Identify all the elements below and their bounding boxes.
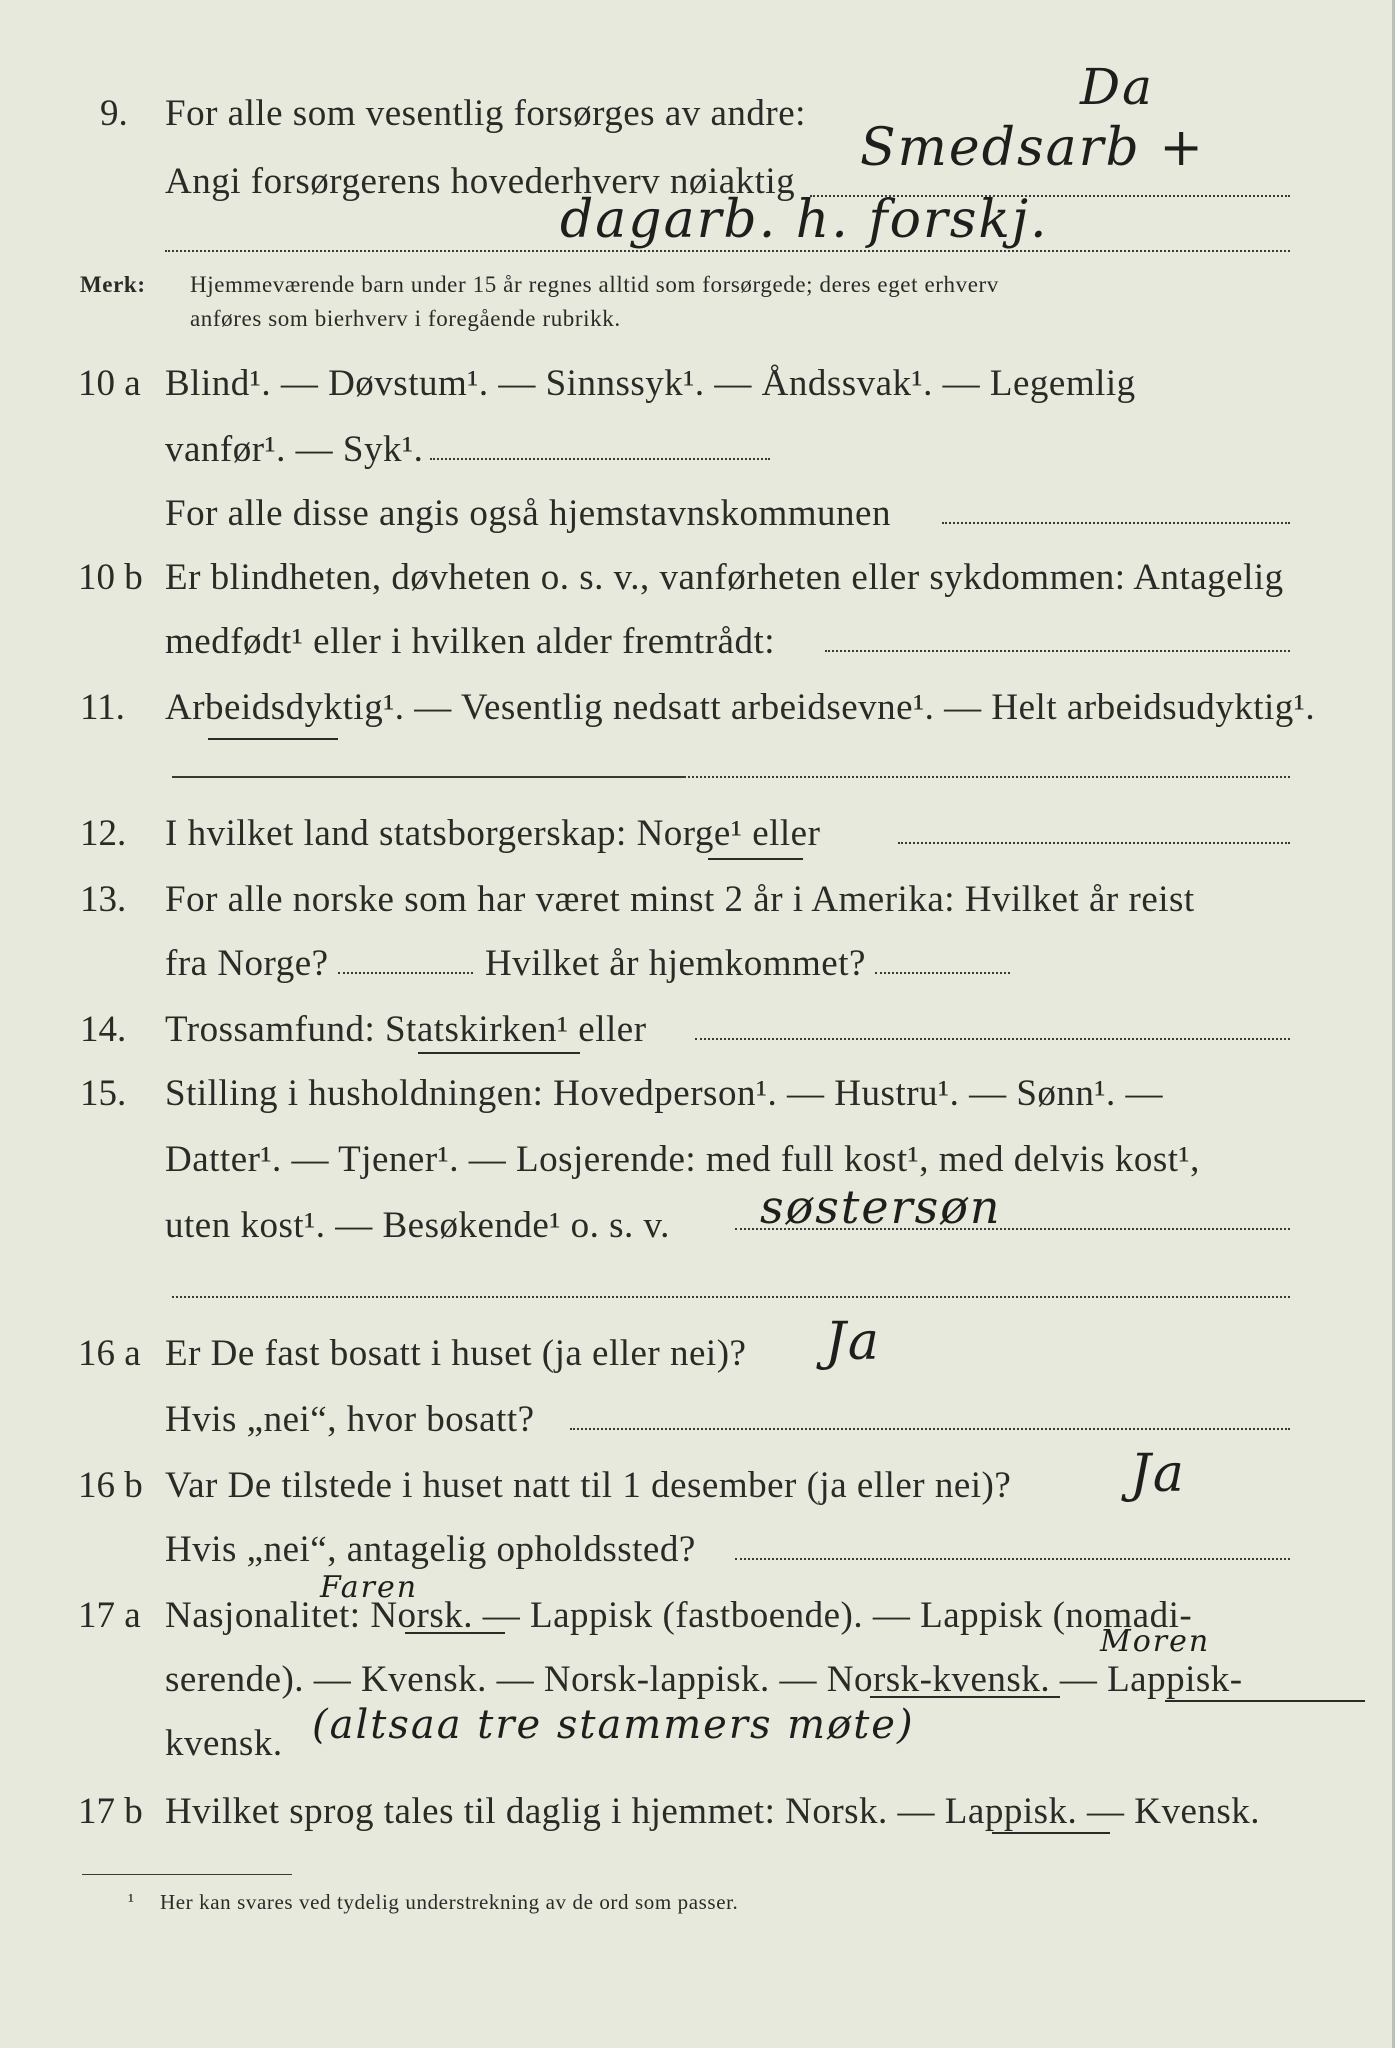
q14-number: 14. — [80, 1009, 127, 1050]
merk-line2: anføres som bierhverv i foregående rubrikk. — [190, 306, 621, 331]
q16a-line1: Er De fast bosatt i huset (ja eller nei)? — [165, 1333, 747, 1374]
q17a-handwritten-note: (altsaa tre stammers møte) — [312, 1702, 915, 1748]
q12-line1: I hvilket land statsborgerskap: Norge¹ eller — [165, 813, 821, 854]
q17a-line1: Nasjonalitet: Norsk. — Lappisk (fastboende). — Lappisk (nomadi- — [165, 1595, 1193, 1636]
q14-line1: Trossamfund: Statskirken¹ eller — [165, 1009, 647, 1050]
q13-line1: For alle norske som har været minst 2 år i Amerika: Hvilket år reist — [165, 879, 1195, 920]
q15-answer-line-2 — [172, 1296, 1290, 1298]
q10b-line2: medfødt¹ eller i hvilken alder fremtrådt: — [165, 621, 776, 662]
q17b-handwritten-underline-lappisk — [992, 1832, 1110, 1834]
q17a-handwritten-over-lappisk: Moren — [1100, 1624, 1211, 1659]
q15-number: 15. — [80, 1073, 127, 1114]
q17a-line2: serende). — Kvensk. — Norsk-lappisk. — Norsk-kvensk. — Lappisk- — [165, 1659, 1243, 1700]
q15-line3: uten kost¹. — Besøkende¹ o. s. v. — [165, 1205, 670, 1246]
q11-handwritten-underline — [208, 738, 338, 740]
q9-answer-line-2 — [165, 250, 1290, 252]
q16b-answer-line — [735, 1558, 1290, 1560]
q14-answer-line — [695, 1038, 1290, 1040]
merk-line1: Hjemmeværende barn under 15 år regnes alltid som forsørgede; deres eget erhverv — [190, 272, 999, 297]
q12-number: 12. — [80, 813, 127, 854]
q12-handwritten-underline-norge — [708, 858, 803, 860]
q10a-answer-line-1 — [430, 458, 770, 460]
q16b-line2: Hvis „nei“, antagelig opholdssted? — [165, 1529, 696, 1570]
q16a-number: 16 a — [78, 1333, 141, 1374]
q16b-line1: Var De tilstede i huset natt til 1 desember (ja eller nei)? — [165, 1465, 1012, 1506]
q14-handwritten-underline-statskirken — [418, 1052, 580, 1054]
q9-handwritten-answer-top: Da — [1080, 58, 1154, 116]
q17a-handwritten-over-norsk: Faren — [320, 1570, 419, 1605]
q9-number: 9. — [100, 93, 128, 134]
q11-number: 11. — [80, 687, 125, 728]
q10a-line1: Blind¹. — Døvstum¹. — Sinnssyk¹. — Åndssvak¹. — Legemlig — [165, 363, 1136, 404]
q17b-line1: Hvilket sprog tales til daglig i hjemmet: Norsk. — Lappisk. — Kvensk. — [165, 1791, 1261, 1832]
q9-handwritten-answer-2: dagarb. h. forskj. — [560, 190, 1049, 250]
q17b-number: 17 b — [78, 1791, 143, 1832]
q13-line2b: Hvilket år hjemkommet? — [485, 943, 866, 984]
q10a-number: 10 a — [78, 363, 141, 404]
footnote-text: Her kan svares ved tydelig understrekning av de ord som passer. — [160, 1890, 739, 1914]
q9-line1: For alle som vesentlig forsørges av andre: — [165, 93, 806, 134]
q10b-answer-line — [825, 650, 1290, 652]
q13-line2a: fra Norge? — [165, 943, 329, 984]
q15-handwritten-answer: søstersøn — [760, 1180, 1002, 1234]
q17a-handwritten-underline-norsk-kvensk — [870, 1696, 1060, 1698]
q15-line1: Stilling i husholdningen: Hovedperson¹. — Hustru¹. — Sønn¹. — — [165, 1073, 1164, 1114]
q17a-handwritten-underline-lappisk — [1165, 1700, 1365, 1702]
q17a-handwritten-underline-norsk — [405, 1632, 505, 1634]
q17a-number: 17 a — [78, 1595, 141, 1636]
q9-line2: Angi forsørgerens hovederhverv nøiaktig — [165, 161, 796, 202]
q9-handwritten-answer-1: Smedsarb + — [860, 118, 1205, 178]
q10a-line2: vanfør¹. — Syk¹. — [165, 429, 424, 470]
q15-line2: Datter¹. — Tjener¹. — Losjerende: med full kost¹, med delvis kost¹, — [165, 1139, 1200, 1180]
q16b-handwritten-answer: Ja — [1130, 1444, 1186, 1504]
q10b-number: 10 b — [78, 557, 143, 598]
q12-answer-line — [898, 842, 1290, 844]
q11-answer-line — [684, 776, 1290, 778]
q11-rule-left — [172, 776, 684, 778]
q10a-answer-line-2 — [942, 522, 1290, 524]
q11-line1: Arbeidsdyktig¹. — Vesentlig nedsatt arbeidsevne¹. — Helt arbeidsudyktig¹. — [165, 687, 1316, 728]
q17a-line3: kvensk. — [165, 1723, 283, 1764]
q10a-line3: For alle disse angis også hjemstavnskommunen — [165, 493, 891, 534]
q16a-answer-line — [570, 1428, 1290, 1430]
q16a-handwritten-answer: Ja — [825, 1312, 881, 1372]
q16b-number: 16 b — [78, 1465, 143, 1506]
merk-label: Merk: — [80, 272, 146, 297]
q13-answer-line-1 — [338, 972, 473, 974]
q10b-line1: Er blindheten, døvheten o. s. v., vanførheten eller sykdommen: Antagelig — [165, 557, 1284, 598]
q16a-line2: Hvis „nei“, hvor bosatt? — [165, 1399, 535, 1440]
footnote-marker: ¹ — [128, 1890, 135, 1912]
q13-number: 13. — [80, 879, 127, 920]
q13-answer-line-2 — [875, 972, 1010, 974]
footnote-rule — [82, 1874, 292, 1875]
